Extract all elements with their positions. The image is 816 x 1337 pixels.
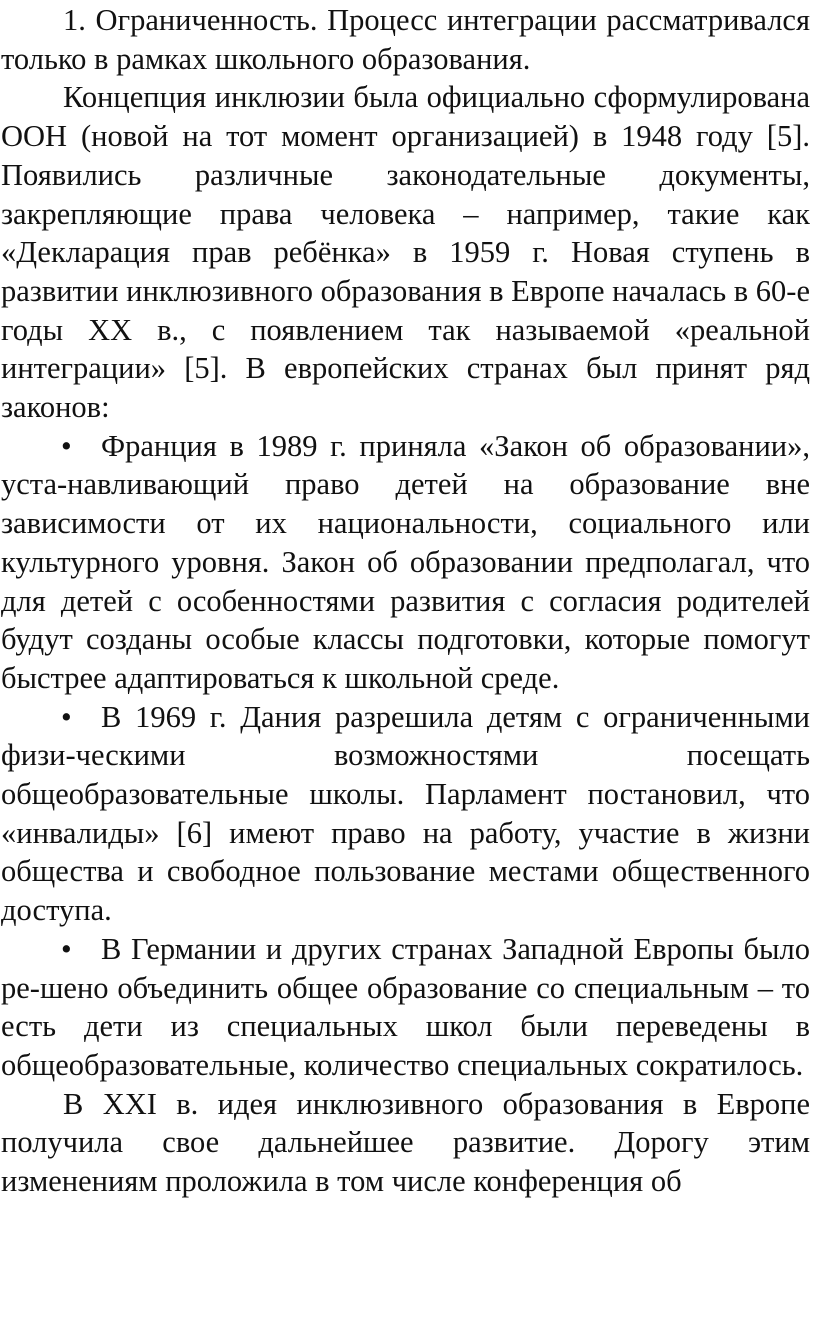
- paragraph-text: В XXI в. идея инклюзивного образования в Европе получила свое дальнейшее развитие. Дорогу этим изменениям проложила в том числе конференция об: [1, 1086, 810, 1199]
- list-item-text: Франция в 1989 г. приняла «Закон об образовании», уста-навливающий право детей на образование вне зависимости от их национальности, социального или культурного уровня. Закон об образовании предполагал, что для детей с особенностями развития с согласия родителей будут созданы особые классы подготовки, которые помогут быстрее адаптироваться к школьной среде.: [1, 428, 810, 695]
- paragraph-limitation: [1, 1, 810, 78]
- bullet-icon: •: [61, 931, 72, 966]
- list-item-denmark: [1, 698, 810, 930]
- list-item-text: В 1969 г. Дания разрешила детям с ограниченными физи-ческими возможностями посещать общеобразовательные школы. Парламент постановил, что «инвалиды» [6] имеют право на работу, участие в жизни общества и свободное пользование местами общественного доступа.: [1, 699, 810, 928]
- bullet-icon: •: [61, 428, 72, 463]
- paragraph-xxi-century: [1, 1085, 810, 1201]
- bullet-icon: •: [61, 699, 72, 734]
- list-item-france: [1, 427, 810, 698]
- paragraph-text: Концепция инклюзии была официально сформулирована ООН (новой на тот момент организацией) в 1948 году [5]. Появились различные законодательные документы, закрепляющие права человека – например, такие как «Декларация прав ребёнка» в 1959 г. Новая ступень в развитии инклюзивного образования в Европе началась в 60-е годы XX в., с появлением так называемой «реальной интеграции» [5]. В европейских странах был принят ряд законов:: [1, 80, 810, 425]
- paragraph-inclusion-concept: [1, 78, 810, 426]
- document-page: [1, 0, 810, 1201]
- paragraph-text: 1. Ограниченность. Процесс интеграции рассматривался только в рамках школьного образования.: [1, 3, 810, 76]
- list-item-germany: [1, 930, 810, 1085]
- list-item-text: В Германии и других странах Западной Европы было ре-шено объединить общее образование со специальным – то есть дети из специальных школ были переведены в общеобразовательные, количество специальных сократилось.: [1, 931, 810, 1082]
